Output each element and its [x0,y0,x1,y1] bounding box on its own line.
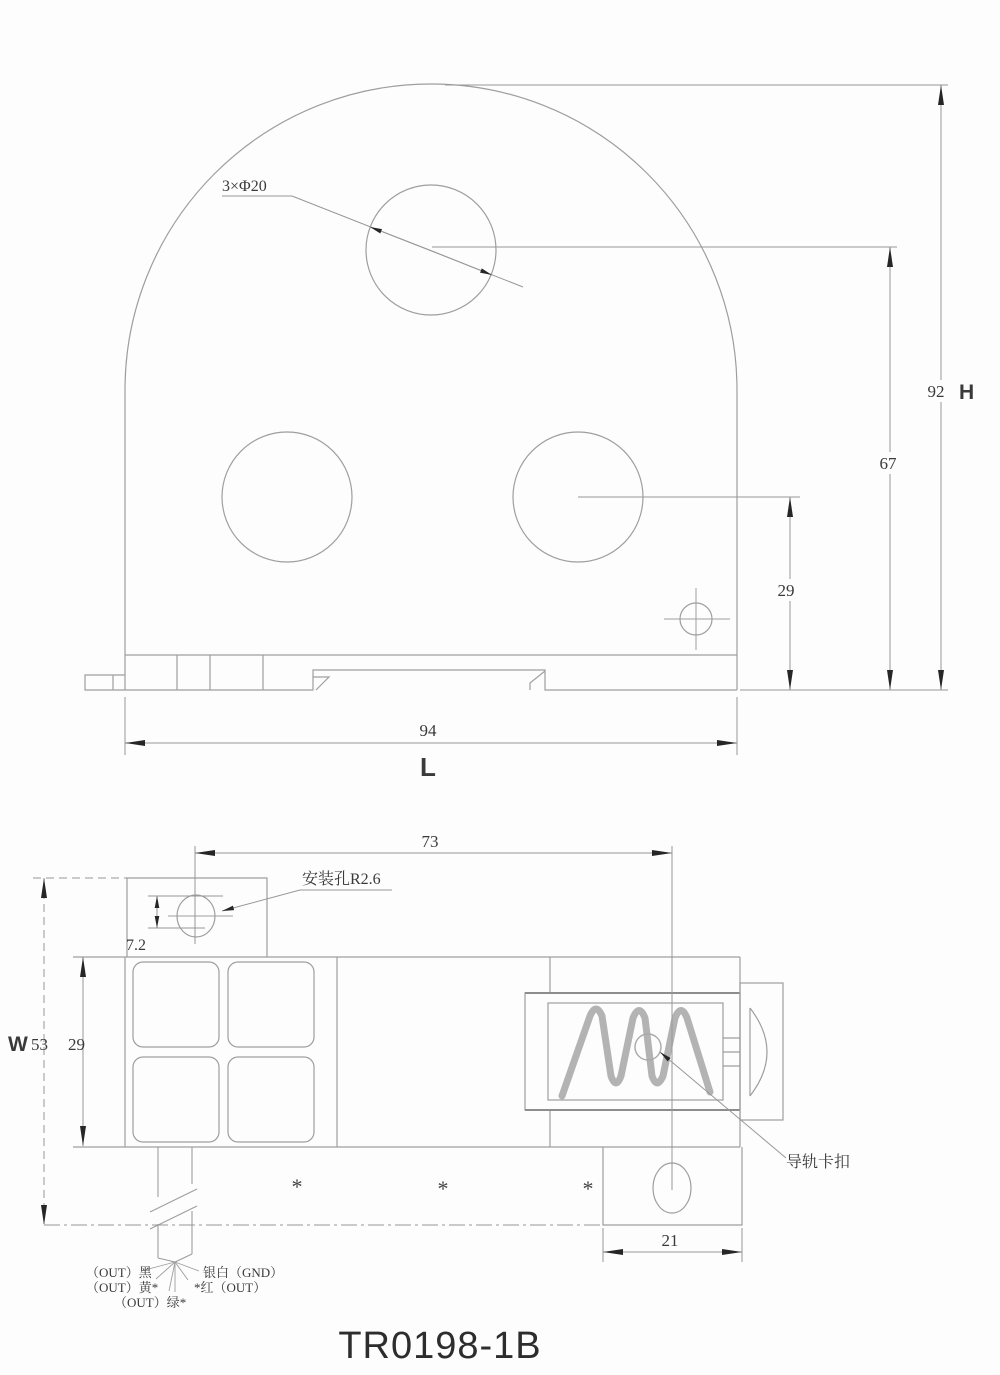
front-foot-bottom [125,670,737,690]
bottom-view-dimensions [33,846,786,1262]
label-W: W [8,1033,28,1056]
wire-break-2 [150,1206,197,1229]
din-latch-tab [85,675,125,690]
asterisk-1: * [291,1174,303,1199]
wire-label-red: *红（OUT） [194,1280,267,1295]
wire-label-green: （OUT）绿* [114,1295,187,1310]
clip-right-bracket [740,983,783,1120]
front-view [85,84,737,690]
dim-29b-text: 29 [68,1035,85,1054]
dim-29-text: 29 [777,581,795,600]
terminal-window-4 [228,1057,314,1142]
dim-53-text: 53 [31,1035,48,1054]
callout-arrow-1 [370,227,432,251]
wire-break-1 [150,1189,197,1212]
label-L: L [420,752,436,782]
mount-hole-leader [222,890,392,911]
wire-label-black: （OUT）黑 [86,1265,152,1280]
dim-92-text: 92 [927,382,945,401]
mount-hole-label: 安装孔R2.6 [302,871,381,888]
asterisk-3: * [582,1176,594,1201]
hole-top [366,185,496,315]
asterisk-2: * [437,1176,449,1201]
drawing-title: TR0198-1B [338,1325,542,1367]
hole-bottom-left [222,432,352,562]
rail-clip-label: 导轨卡扣 [786,1154,851,1171]
label-H: H [959,381,975,404]
din-hook-left [313,677,329,690]
din-hook-right [530,671,545,690]
mounting-ear [127,878,267,957]
wire-label-gnd: 银白（GND） [203,1265,284,1280]
bottom-view-texts [8,832,850,1310]
dim-21-text: 21 [661,1231,679,1250]
front-view-texts [222,178,974,782]
bracket-arc [750,1008,767,1096]
dim-94-text: 94 [419,721,437,740]
dim-72-text: 7.2 [126,937,146,954]
terminal-window-1 [133,962,219,1047]
wire-tip [158,1254,192,1262]
dim-67-text: 67 [879,454,897,473]
terminal-window-2 [228,962,314,1047]
dim-73-text: 73 [421,832,439,851]
front-body-outline [125,84,737,690]
terminal-window-3 [133,1057,219,1142]
callout-arrow-2 [432,251,492,275]
hole-callout-label: 3×Φ20 [222,178,267,195]
wire-label-yellow: （OUT）黄* [86,1280,159,1295]
bottom-view [73,878,783,1292]
